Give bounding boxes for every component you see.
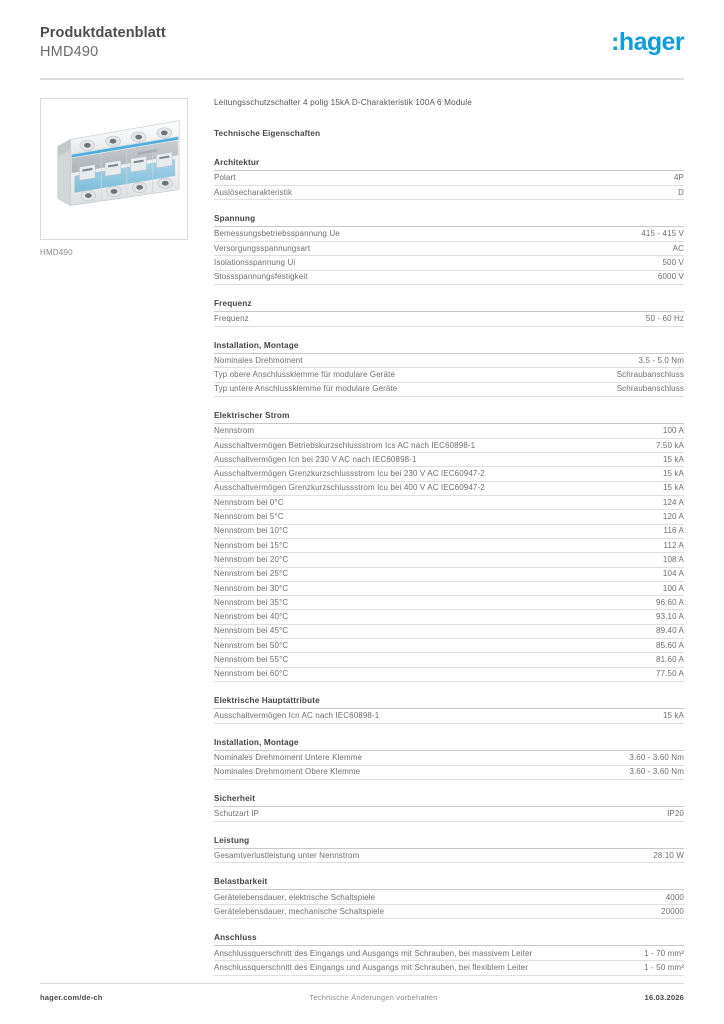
table-row [214, 270, 684, 284]
spec-value: 89.40 A [554, 624, 684, 638]
spec-value: 100 A [554, 424, 684, 438]
spec-value: 77.50 A [554, 667, 684, 681]
spec-value: 120 A [554, 510, 684, 524]
logo-colon-icon: : [611, 28, 619, 56]
spec-section-title: Anschluss [214, 933, 684, 946]
spec-section [214, 933, 684, 975]
spec-table [214, 709, 684, 724]
spec-label: Ausschaltvermögen Grenzkurzschlussstrom Icu bei 230 V AC IEC60947-2 [214, 467, 554, 481]
table-row [214, 905, 684, 919]
spec-label: Stossspannungsfestigkeit [214, 270, 554, 284]
spec-label: Ausschaltvermögen Icn bei 230 V AC nach IEC60898-1 [214, 453, 554, 467]
spec-section [214, 877, 684, 919]
table-row [214, 567, 684, 581]
table-row [214, 227, 684, 241]
spec-label: Nennstrom bei 5°C [214, 510, 554, 524]
spec-label: Nennstrom bei 50°C [214, 639, 554, 653]
spec-label: Ausschaltvermögen Icn AC nach IEC60898-1 [214, 709, 554, 723]
spec-table [214, 751, 684, 780]
table-row [214, 453, 684, 467]
spec-value: Schraubanschluss [554, 382, 684, 396]
table-row [214, 639, 684, 653]
spec-label: Nennstrom bei 10°C [214, 524, 554, 538]
spec-label: Nennstrom bei 40°C [214, 610, 554, 624]
spec-label: Ausschaltvermögen Grenzkurzschlussstrom Icu bei 400 V AC IEC60947-2 [214, 481, 554, 495]
spec-section-title: Architektur [214, 158, 684, 171]
spec-label: Nennstrom bei 30°C [214, 581, 554, 595]
spec-value: Schraubanschluss [554, 368, 684, 382]
spec-label: Schutzart IP [214, 807, 554, 821]
page-header [40, 0, 684, 61]
spec-label: Auslösecharakteristik [214, 185, 554, 199]
spec-table [214, 312, 684, 327]
spec-value: 500 V [554, 256, 684, 270]
table-row [214, 312, 684, 326]
spec-value: 7.50 kA [554, 438, 684, 452]
table-row [214, 961, 684, 975]
technical-properties-heading: Technische Eigenschaften [214, 129, 321, 139]
table-row [214, 946, 684, 960]
spec-label: Nennstrom bei 0°C [214, 496, 554, 510]
spec-table [214, 171, 684, 200]
table-row [214, 751, 684, 765]
table-row [214, 709, 684, 723]
spec-section [214, 158, 684, 200]
table-row [214, 849, 684, 863]
spec-value: 93.10 A [554, 610, 684, 624]
table-row [214, 807, 684, 821]
spec-value: 112 A [554, 538, 684, 552]
spec-value: D [554, 185, 684, 199]
table-row [214, 524, 684, 538]
spec-section-title: Sicherheit [214, 794, 684, 807]
table-row [214, 354, 684, 368]
page-title: Produktdatenblatt [40, 25, 166, 41]
spec-value: 124 A [554, 496, 684, 510]
spec-table [214, 424, 684, 682]
spec-label: Nennstrom [214, 424, 554, 438]
table-row [214, 667, 684, 681]
spec-label: Nominales Drehmoment [214, 354, 554, 368]
table-row [214, 438, 684, 452]
spec-value: 28.10 W [554, 849, 684, 863]
spec-label: Nennstrom bei 45°C [214, 624, 554, 638]
spec-section-title: Belastbarkeit [214, 877, 684, 890]
spec-value: 96.60 A [554, 596, 684, 610]
spec-value: 116 A [554, 524, 684, 538]
spec-table [214, 890, 684, 919]
spec-value: 3.60 - 3.60 Nm [554, 751, 684, 765]
spec-sections [214, 158, 684, 975]
spec-value: 81.60 A [554, 653, 684, 667]
spec-label: Bemessungsbetriebsspannung Ue [214, 227, 554, 241]
spec-value: 15 kA [554, 453, 684, 467]
spec-label: Nennstrom bei 55°C [214, 653, 554, 667]
table-row [214, 496, 684, 510]
spec-section-title: Installation, Montage [214, 341, 684, 354]
footer-row [40, 993, 684, 1002]
spec-section [214, 794, 684, 822]
spec-label: Polart [214, 171, 554, 185]
table-row [214, 553, 684, 567]
page-footer [40, 983, 684, 1002]
table-row [214, 653, 684, 667]
spec-section [214, 411, 684, 682]
spec-value: 50 - 60 Hz [554, 312, 684, 326]
product-reference: HMD490 [40, 43, 99, 60]
spec-label: Anschlussquerschnitt des Eingangs und Ausgangs mit Schrauben, bei massivem Leiter [214, 946, 554, 960]
spec-label: Gerätelebensdauer, elektrische Schaltspiele [214, 890, 554, 904]
spec-section [214, 341, 684, 397]
logo-wordmark: hager [618, 28, 684, 56]
table-row [214, 610, 684, 624]
spec-value: 4P [554, 171, 684, 185]
spec-value: 4000 [554, 890, 684, 904]
spec-value: 15 kA [554, 481, 684, 495]
spec-value: 108 A [554, 553, 684, 567]
product-image-frame [40, 98, 188, 240]
spec-value: 15 kA [554, 467, 684, 481]
spec-section-title: Elektrische Hauptattribute [214, 696, 684, 709]
table-row [214, 481, 684, 495]
spec-label: Anschlussquerschnitt des Eingangs und Ausgangs mit Schrauben, bei flexiblem Leiter [214, 961, 554, 975]
footer-date: 16.03.2026 [644, 993, 684, 1002]
spec-label: Nominales Drehmoment Obere Klemme [214, 765, 554, 779]
table-row [214, 467, 684, 481]
table-row [214, 510, 684, 524]
spec-label: Typ untere Anschlussklemme für modulare Geräte [214, 382, 554, 396]
spec-value: 3.5 - 5.0 Nm [554, 354, 684, 368]
table-row [214, 256, 684, 270]
spec-value: 20000 [554, 905, 684, 919]
table-row [214, 368, 684, 382]
spec-section [214, 696, 684, 724]
table-row [214, 765, 684, 779]
spec-section [214, 738, 684, 780]
spec-label: Gesamtverlustleistung unter Nennstrom [214, 849, 554, 863]
table-row [214, 581, 684, 595]
spec-label: Nennstrom bei 35°C [214, 596, 554, 610]
footer-disclaimer: Technische Änderungen vorbehalten [309, 993, 438, 1002]
product-description: Leitungsschutzschalter 4 polig 15kA D-Charakteristik 100A 6 Module [214, 98, 472, 108]
header-titles [40, 24, 166, 61]
spec-value: AC [554, 241, 684, 255]
hager-logo [611, 24, 684, 57]
spec-label: Nennstrom bei 60°C [214, 667, 554, 681]
spec-label: Nennstrom bei 15°C [214, 538, 554, 552]
product-image-caption: HMD490 [40, 248, 73, 258]
table-row [214, 624, 684, 638]
spec-section [214, 214, 684, 285]
spec-value: 6000 V [554, 270, 684, 284]
spec-value: 100 A [554, 581, 684, 595]
spec-section-title: Leistung [214, 836, 684, 849]
spec-value: 1 - 50 mm² [554, 961, 684, 975]
spec-section-title: Spannung [214, 214, 684, 227]
spec-label: Gerätelebensdauer, mechanische Schaltspiele [214, 905, 554, 919]
circuit-breaker-illustration [41, 99, 187, 239]
table-row [214, 596, 684, 610]
spec-value: IP20 [554, 807, 684, 821]
spec-value: 85.60 A [554, 639, 684, 653]
spec-table [214, 807, 684, 822]
spec-section-title: Elektrischer Strom [214, 411, 684, 424]
spec-section [214, 299, 684, 327]
spec-table [214, 354, 684, 397]
spec-label: Isolationsspannung Ui [214, 256, 554, 270]
spec-section-title: Frequenz [214, 299, 684, 312]
spec-value: 104 A [554, 567, 684, 581]
spec-label: Nennstrom bei 25°C [214, 567, 554, 581]
spec-section-title: Installation, Montage [214, 738, 684, 751]
product-image-column [40, 98, 190, 989]
spec-value: 3.60 - 3.60 Nm [554, 765, 684, 779]
table-row [214, 382, 684, 396]
spec-value: 415 - 415 V [554, 227, 684, 241]
spec-label: Nennstrom bei 20°C [214, 553, 554, 567]
spec-label: Typ obere Anschlussklemme für modulare Geräte [214, 368, 554, 382]
spec-label: Versorgungsspannungsart [214, 241, 554, 255]
spec-table [214, 849, 684, 864]
footer-website-link[interactable]: hager.com/de-ch [40, 993, 103, 1002]
spec-table [214, 227, 684, 285]
footer-divider [40, 983, 684, 984]
spec-value: 15 kA [554, 709, 684, 723]
specifications-column [190, 98, 684, 989]
spec-value: 1 - 70 mm² [554, 946, 684, 960]
table-row [214, 185, 684, 199]
table-row [214, 890, 684, 904]
spec-section [214, 836, 684, 864]
spec-label: Nominales Drehmoment Untere Klemme [214, 751, 554, 765]
table-row [214, 241, 684, 255]
page-body [40, 80, 684, 989]
spec-label: Ausschaltvermögen Betriebskurzschlussstrom Ics AC nach IEC60898-1 [214, 438, 554, 452]
spec-table [214, 946, 684, 975]
table-row [214, 424, 684, 438]
spec-label: Frequenz [214, 312, 554, 326]
table-row [214, 538, 684, 552]
table-row [214, 171, 684, 185]
